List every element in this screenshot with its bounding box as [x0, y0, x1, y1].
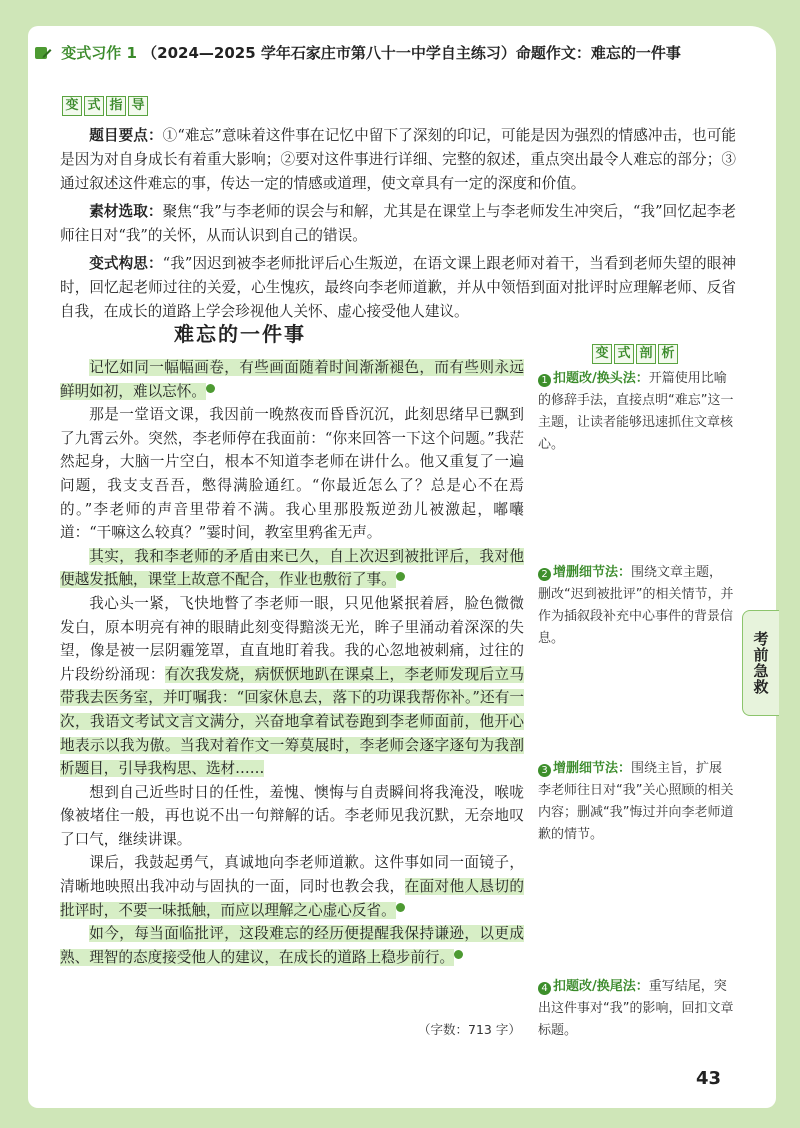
annotation-mark: 2: [396, 572, 405, 581]
word-count: （字数：713 字）: [418, 1022, 521, 1037]
essay-paragraph: [60, 922, 524, 969]
note-number: 4: [538, 982, 551, 995]
note-number: 3: [538, 764, 551, 777]
note-4: [538, 976, 734, 1042]
pencil-icon: [34, 45, 52, 61]
note-number: 2: [538, 568, 551, 581]
key-points: [60, 124, 736, 196]
concept-label: 变式构思：: [89, 255, 163, 272]
exercise-label: 变式习作 1: [61, 44, 137, 62]
essay-paragraph: 那是一堂语文课，我因前一晚熬夜而昏昏沉沉，此刻思绪早已飘到了九霄云外。突然，李老师停在我面前：“你来回答一下这个问题。”我茫然起身，大脑一片空白，根本不知道李老师在讲什么。他又重复了一遍问题，我支支吾吾，憋得满脸通红。“你最近怎么了？总是心不在焉的。”李老师的声音里带着不满。我心里那股叛逆劲儿被激起，嘟囔道：“干嘛这么较真？”霎时间，教室里鸦雀无声。: [60, 406, 524, 542]
note-text: 围绕主旨，扩展李老师往日对“我”关心照顾的相关内容；删减“我”悔过并向李老师道歉的情节。: [538, 761, 734, 842]
page-number: 43: [696, 1068, 722, 1089]
essay-p6a: 课后，我鼓起勇气，真诚地向李老师道歉。这件事如同一面镜子，清晰地映照出我冲动与固执的一面，同时也教会我，: [60, 854, 524, 896]
essay-paragraph: [60, 592, 524, 781]
guide-tag-char: 式: [84, 96, 104, 116]
note-1: [538, 368, 734, 456]
annotation-mark: 1: [206, 384, 215, 393]
note-title: 扣题改/换头法：: [553, 371, 649, 386]
essay-paragraph: [60, 545, 524, 592]
analysis-tag-char: 式: [614, 344, 634, 364]
essay-p4b: 有次我发烧，病恹恹地趴在课桌上，李老师发现后立马带我去医务室，并叮嘱我：“回家休息去，落下的功课我帮你补。”还有一次，我语文考试文言文满分，兴奋地拿着试卷跑到李老师面前，他开心地表示以我为傲。当我对着作文一筹莫展时，李老师会逐字逐句为我剖析题目，引导我构思、选材……: [60, 665, 524, 778]
note-title: 扣题改/换尾法：: [553, 979, 649, 994]
material-text: 聚焦“我”与李老师的误会与和解，尤其是在课堂上与李老师发生冲突后，“我”回忆起李老师往日对“我”的关怀，从而认识到自己的错误。: [60, 203, 736, 244]
essay-p6b: 在面对他人恳切的批评时，不要一味抵触，而应以理解之心虚心反省。: [60, 878, 524, 919]
essay-p7: 如今，每当面临批评，这段难忘的经历便提醒我保持谦逊，以更成熟、理智的态度接受他人的建议，在成长的道路上稳步前行。: [60, 925, 524, 966]
analysis-tag-char: 剖: [636, 344, 656, 364]
analysis-tag-char: 析: [658, 344, 678, 364]
material: [60, 200, 736, 248]
exercise-header: [34, 42, 714, 63]
note-3: [538, 758, 734, 846]
note-2: [538, 562, 734, 650]
essay-p3: 其实，我和李老师的矛盾由来已久，自上次迟到被批评后，我对他便越发抵触，课堂上故意不配合，作业也敷衍了事。: [60, 547, 524, 589]
essay-body: [60, 356, 524, 969]
guide-tag-char: 导: [128, 96, 148, 116]
analysis-tag: [592, 344, 678, 364]
annotation-mark: 4: [454, 950, 463, 959]
note-text: 重写结尾，突出这件事对“我”的影响，回扣文章标题。: [538, 979, 734, 1038]
exercise-source: （2024—2025 学年石家庄市第八十一中学自主练习）命题作文：难忘的一件事: [142, 44, 681, 62]
note-text: 围绕文章主题，删改“迟到被批评”的相关情节，并作为插叙段补充中心事件的背景信息。: [538, 565, 734, 646]
guide-tag: [62, 96, 148, 116]
essay-paragraph: [60, 851, 524, 922]
guide-tag-char: 指: [106, 96, 126, 116]
essay-paragraph: 想到自己近些时日的任性，羞愧、懊悔与自责瞬间将我淹没，喉咙像被堵住一般，再也说不出一句辩解的话。李老师见我沉默，无奈地叹了口气，继续讲课。: [60, 783, 524, 848]
analysis-tag-char: 变: [592, 344, 612, 364]
side-tab[interactable]: 考前急救: [742, 610, 779, 716]
essay-p1: 记忆如同一幅幅画卷，有些画面随着时间渐渐褪色，而有些则永远鲜明如初，难以忘怀。: [60, 359, 524, 400]
essay-p4a: 我心头一紧，飞快地瞥了李老师一眼，只见他紧抿着唇，脸色微微发白，原本明亮有神的眼睛此刻变得黯淡无光，眸子里涌动着深深的失望，像是被一层阴霾笼罩，直直地盯着我。我的心忽地被刺痛，过往的片段纷纷涌现：: [60, 594, 524, 683]
note-title: 增删细节法：: [553, 761, 632, 776]
concept-text: “我”因迟到被李老师批评后心生叛逆，在语文课上跟老师对着干，当看到老师失望的眼神时，回忆起老师过往的关爱，心生愧疚，最终向李老师道歉，并从中领悟到面对批评时应理解老师、反省自我，在成长的道路上学会珍视他人关怀、虚心接受他人建议。: [60, 255, 736, 320]
material-label: 素材选取：: [89, 203, 163, 220]
annotation-mark: 3: [396, 903, 405, 912]
note-text: 开篇使用比喻的修辞手法，直接点明“难忘”这一主题，让读者能够迅速抓住文章核心。: [538, 371, 734, 452]
note-number: 1: [538, 374, 551, 387]
concept: [60, 252, 736, 324]
guide-tag-char: 变: [62, 96, 82, 116]
key-points-label: 题目要点：: [89, 127, 163, 144]
key-points-text: ①“难忘”意味着这件事在记忆中留下了深刻的印记，可能是因为强烈的情感冲击，也可能是因为对自身成长有着重大影响；②要对这件事进行详细、完整的叙述，重点突出最令人难忘的部分；③通过叙述这件难忘的事，传达一定的情感或道理，使文章具有一定的深度和价值。: [60, 127, 736, 192]
essay-title: 难忘的一件事: [174, 322, 306, 346]
essay-paragraph: [60, 356, 524, 403]
note-title: 增删细节法：: [553, 565, 632, 580]
